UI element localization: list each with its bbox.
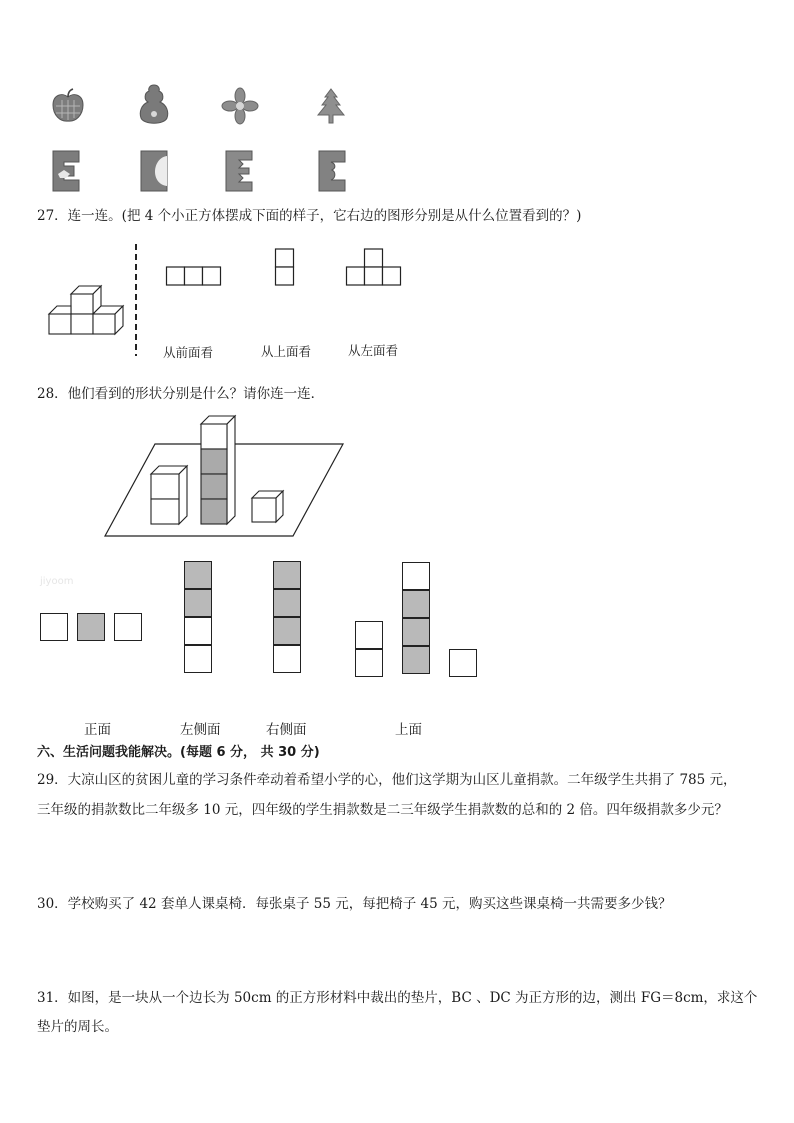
letter-e-zigzag-icon [225, 150, 253, 192]
square-shaded [402, 646, 430, 674]
view-label-left: 从左面看 [348, 343, 399, 358]
view-t-shape [346, 248, 402, 286]
square [449, 649, 477, 677]
letter-e-cutout-icon [52, 150, 80, 192]
square [184, 617, 212, 645]
watermark: jiyoom [40, 576, 74, 587]
question-31-line-2: 垫片的周长。 [37, 1019, 118, 1035]
letter-c-cutout-icon [140, 150, 168, 192]
square-shaded [273, 617, 301, 645]
view-three-in-row [166, 266, 222, 286]
question-29-line-2: 三年级的捐款数比二年级多 10 元，四年级的学生捐款数是二三年级学生捐款数的总和的 2 倍。四年级捐款多少元？ [37, 802, 728, 818]
section-6-title: 六、生活问题我能解决。(每题 6 分， 共 30 分) [37, 745, 320, 760]
question-28-text: 28．他们看到的形状分别是什么？请你连一连． [37, 386, 325, 402]
label-right-side: 右侧面 [266, 722, 307, 738]
letter-e-ear-icon [318, 150, 346, 192]
label-front: 正面 [84, 722, 111, 738]
apple-icon [50, 88, 86, 124]
question-31-line-1: 31．如图，是一块从一个边长为 50cm 的正方形材料中裁出的垫片，BC 、DC 为正方形的边，测出 FG＝8cm，求这个 [37, 990, 758, 1006]
label-top: 上面 [395, 722, 422, 738]
block-scene-drawing [105, 416, 345, 538]
square-shaded [273, 589, 301, 617]
square [114, 613, 142, 641]
flower-icon [222, 88, 258, 124]
pine-tree-icon [315, 88, 347, 124]
label-left-side: 左侧面 [180, 722, 221, 738]
gourd-icon [138, 84, 170, 126]
cube-stack-drawing [45, 285, 125, 343]
square-shaded [402, 618, 430, 646]
dashed-divider [134, 244, 138, 356]
view-label-front: 从前面看 [163, 345, 214, 360]
question-29-line-1: 29．大凉山区的贫困儿童的学习条件牵动着希望小学的心，他们这学期为山区儿童捐款。二年级学生共捐了 785 元， [37, 772, 737, 788]
square-shaded [77, 613, 105, 641]
square-shaded [273, 561, 301, 589]
square [355, 649, 383, 677]
square [355, 621, 383, 649]
view-label-top: 从上面看 [261, 344, 312, 359]
square-shaded [184, 561, 212, 589]
square [40, 613, 68, 641]
square [273, 645, 301, 673]
view-two-stacked [275, 248, 295, 286]
question-27-text: 27．连一连。(把 4 个小正方体摆成下面的样子，它右边的图形分别是从什么位置看到的？) [37, 208, 582, 224]
square [402, 562, 430, 590]
question-30-text: 30．学校购买了 42 套单人课桌椅．每张桌子 55 元，每把椅子 45 元，购买这些课桌椅一共需要多少钱？ [37, 896, 672, 912]
square-shaded [184, 589, 212, 617]
square-shaded [402, 590, 430, 618]
square [184, 645, 212, 673]
